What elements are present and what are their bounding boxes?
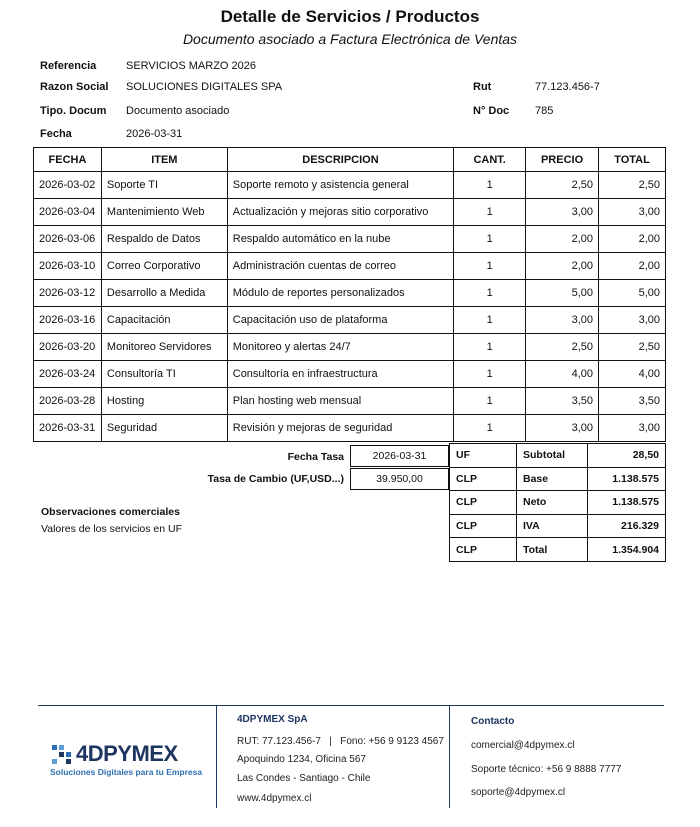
cell-total: 5,00 [599, 280, 666, 307]
table-row [34, 307, 666, 334]
cell-item: Desarrollo a Medida [101, 280, 227, 307]
contact-email-link[interactable]: comercial@4dpymex.cl [471, 740, 575, 751]
fecha-tasa-value: 2026-03-31 [350, 445, 449, 467]
table-row [34, 199, 666, 226]
razon-label: Razon Social [40, 81, 109, 93]
totals-currency: UF [450, 444, 517, 468]
cell-descripcion: Respaldo automático en la nube [227, 226, 453, 253]
cell-precio: 2,50 [526, 172, 599, 199]
totals-label: IVA [517, 514, 588, 538]
company-address: Apoquindo 1234, Oficina 567 [237, 754, 366, 765]
totals-row-neto [450, 491, 666, 515]
meta-razon [40, 81, 440, 95]
cell-cant: 1 [454, 388, 526, 415]
cell-cant: 1 [454, 172, 526, 199]
cell-total: 2,00 [599, 226, 666, 253]
cell-fecha: 2026-03-28 [34, 388, 102, 415]
fecha-value: 2026-03-31 [126, 128, 183, 140]
totals-amount: 28,50 [588, 444, 666, 468]
logo-tagline: Soluciones Digitales para tu Empresa [50, 767, 203, 777]
table-row [34, 388, 666, 415]
totals-row-iva [450, 514, 666, 538]
totals-label: Total [517, 538, 588, 562]
cell-cant: 1 [454, 361, 526, 388]
cell-total: 3,50 [599, 388, 666, 415]
page-subtitle: Documento asociado a Factura Electrónica de Ventas [182, 31, 518, 47]
cell-item: Seguridad [101, 415, 227, 442]
ndoc-label: N° Doc [473, 105, 510, 117]
cell-descripcion: Actualización y mejoras sitio corporativo [227, 199, 453, 226]
table-row [34, 226, 666, 253]
cell-total: 3,00 [599, 199, 666, 226]
footer-divider [38, 705, 664, 706]
company-rut-fono: RUT: 77.123.456-7 | Fono: +56 9 9123 4567 [237, 736, 444, 747]
referencia-label: Referencia [40, 60, 97, 72]
tipo-value: Documento asociado [126, 105, 230, 117]
contact-support-phone: Soporte técnico: +56 9 8888 7777 [471, 764, 622, 775]
cell-fecha: 2026-03-24 [34, 361, 102, 388]
cell-fecha: 2026-03-12 [34, 280, 102, 307]
totals-amount: 1.138.575 [588, 491, 666, 515]
cell-total: 3,00 [599, 307, 666, 334]
table-row [34, 415, 666, 442]
totals-currency: CLP [450, 491, 517, 515]
table-row [34, 253, 666, 280]
cell-precio: 5,00 [526, 280, 599, 307]
totals-currency: CLP [450, 538, 517, 562]
totals-label: Subtotal [517, 444, 588, 468]
cell-total: 3,00 [599, 415, 666, 442]
tasa-cambio-label: Tasa de Cambio (UF,USD...) [207, 473, 344, 485]
cell-precio: 2,50 [526, 334, 599, 361]
cell-precio: 2,00 [526, 253, 599, 280]
fecha-tasa-label: Fecha Tasa [287, 451, 344, 463]
col-header-item: ITEM [101, 148, 227, 172]
company-city: Las Condes - Santiago - Chile [237, 773, 371, 784]
pixel-dots-logo-icon [50, 743, 76, 765]
cell-cant: 1 [454, 226, 526, 253]
ndoc-value: 785 [535, 105, 554, 117]
cell-item: Mantenimiento Web [101, 199, 227, 226]
cell-precio: 4,00 [526, 361, 599, 388]
cell-descripcion: Administración cuentas de correo [227, 253, 453, 280]
company-web-link[interactable]: www.4dpymex.cl [237, 793, 312, 804]
table-header-row [34, 148, 666, 172]
cell-descripcion: Revisión y mejoras de seguridad [227, 415, 453, 442]
cell-fecha: 2026-03-10 [34, 253, 102, 280]
cell-descripcion: Monitoreo y alertas 24/7 [227, 334, 453, 361]
fecha-label: Fecha [40, 128, 72, 140]
totals-row-total [450, 538, 666, 562]
footer-separator-left [216, 706, 217, 808]
meta-tipo [40, 105, 440, 119]
table-row [34, 172, 666, 199]
cell-cant: 1 [454, 253, 526, 280]
col-header-total: TOTAL [599, 148, 666, 172]
cell-cant: 1 [454, 280, 526, 307]
cell-item: Hosting [101, 388, 227, 415]
cell-total: 2,50 [599, 334, 666, 361]
cell-cant: 1 [454, 415, 526, 442]
cell-descripcion: Módulo de reportes personalizados [227, 280, 453, 307]
rut-label: Rut [473, 81, 492, 93]
logo-name: 4DPYMEX [76, 741, 178, 766]
tasa-cambio-value: 39.950,00 [350, 468, 449, 490]
cell-descripcion: Consultoría en infraestructura [227, 361, 453, 388]
totals-label: Base [517, 467, 588, 491]
cell-cant: 1 [454, 307, 526, 334]
cell-total: 4,00 [599, 361, 666, 388]
cell-fecha: 2026-03-04 [34, 199, 102, 226]
cell-item: Correo Corporativo [101, 253, 227, 280]
cell-descripcion: Capacitación uso de plataforma [227, 307, 453, 334]
cell-cant: 1 [454, 199, 526, 226]
meta-fecha [40, 128, 440, 142]
items-table [33, 147, 666, 442]
col-header-cant: CANT. [454, 148, 526, 172]
totals-amount: 1.138.575 [588, 467, 666, 491]
meta-rut [473, 81, 673, 95]
meta-referencia [40, 60, 440, 74]
cell-item: Monitoreo Servidores [101, 334, 227, 361]
totals-currency: CLP [450, 467, 517, 491]
cell-fecha: 2026-03-31 [34, 415, 102, 442]
tipo-label: Tipo. Docum [40, 105, 107, 117]
rut-value: 77.123.456-7 [535, 81, 600, 93]
referencia-value: SERVICIOS MARZO 2026 [126, 60, 257, 72]
col-header-fecha: FECHA [34, 148, 102, 172]
cell-item: Respaldo de Datos [101, 226, 227, 253]
cell-precio: 3,00 [526, 199, 599, 226]
cell-fecha: 2026-03-20 [34, 334, 102, 361]
cell-fecha: 2026-03-02 [34, 172, 102, 199]
totals-row-base [450, 467, 666, 491]
cell-item: Soporte TI [101, 172, 227, 199]
totals-amount: 216.329 [588, 514, 666, 538]
totals-amount: 1.354.904 [588, 538, 666, 562]
page-title: Detalle de Servicios / Productos [220, 7, 480, 26]
contact-support-email-link[interactable]: soporte@4dpymex.cl [471, 787, 566, 798]
footer-separator-right [449, 706, 450, 808]
cell-descripcion: Soporte remoto y asistencia general [227, 172, 453, 199]
totals-row-subtotal [450, 444, 666, 468]
razon-value: SOLUCIONES DIGITALES SPA [126, 81, 283, 93]
cell-item: Capacitación [101, 307, 227, 334]
cell-precio: 3,00 [526, 415, 599, 442]
totals-currency: CLP [450, 514, 517, 538]
table-row [34, 280, 666, 307]
cell-precio: 3,00 [526, 307, 599, 334]
cell-fecha: 2026-03-16 [34, 307, 102, 334]
observations-text: Valores de los servicios en UF [41, 523, 183, 535]
company-name: 4DPYMEX SpA [237, 714, 308, 725]
company-logo [50, 741, 210, 777]
cell-precio: 3,50 [526, 388, 599, 415]
cell-cant: 1 [454, 334, 526, 361]
col-header-descripcion: DESCRIPCION [227, 148, 453, 172]
totals-label: Neto [517, 491, 588, 515]
cell-descripcion: Plan hosting web mensual [227, 388, 453, 415]
contact-title: Contacto [471, 716, 515, 727]
cell-total: 2,50 [599, 172, 666, 199]
cell-fecha: 2026-03-06 [34, 226, 102, 253]
meta-ndoc [473, 105, 673, 119]
cell-item: Consultoría TI [101, 361, 227, 388]
cell-total: 2,00 [599, 253, 666, 280]
observations-title: Observaciones comerciales [41, 506, 180, 518]
cell-precio: 2,00 [526, 226, 599, 253]
col-header-precio: PRECIO [526, 148, 599, 172]
table-row [34, 361, 666, 388]
totals-table [449, 443, 666, 562]
table-row [34, 334, 666, 361]
